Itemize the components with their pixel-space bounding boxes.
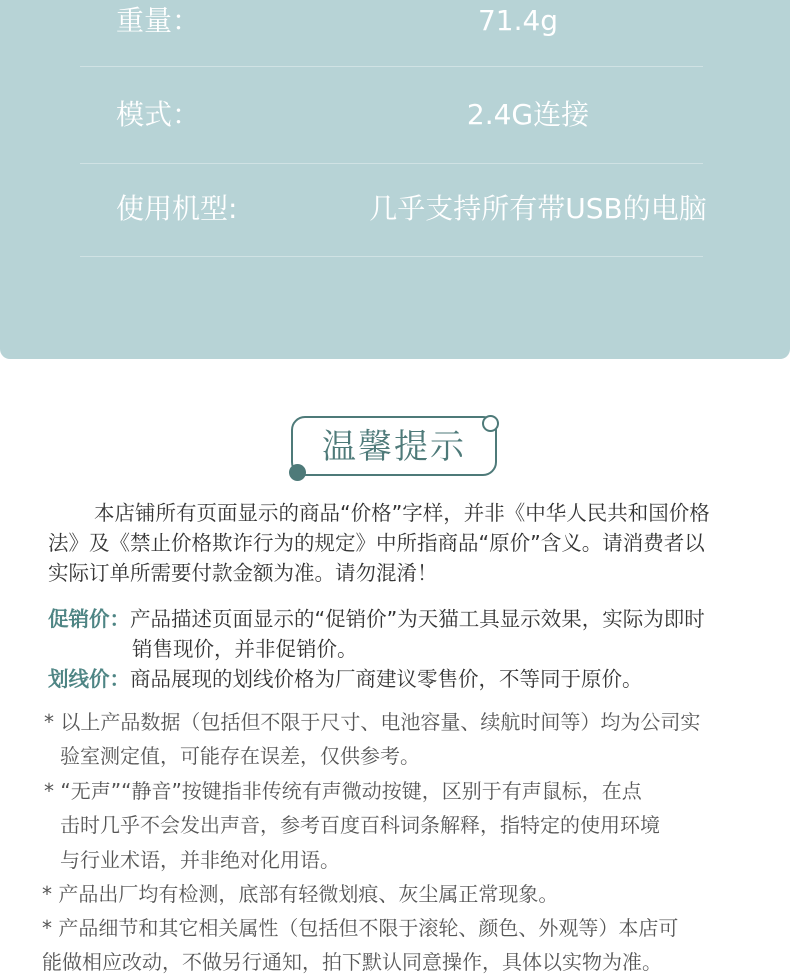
footnote-line: * “无声”“静音”按键指非传统有声微动按键，区别于有声鼠标，在点: [44, 779, 642, 803]
notice-badge: [291, 416, 497, 476]
badge-dot-decoration: [289, 464, 306, 481]
spec-divider: [80, 163, 703, 164]
spec-label-compatibility: 使用机型:: [116, 192, 238, 225]
spec-divider: [80, 256, 703, 257]
footnote-line: 与行业术语，并非绝对化用语。: [60, 848, 340, 872]
spec-label-weight: 重量：: [116, 4, 201, 37]
spec-value-mode: 2.4G连接: [466, 98, 590, 131]
footnote-line: * 产品出厂均有检测，底部有轻微划痕、灰尘属正常现象。: [42, 882, 559, 906]
footnote-line: 能做相应改动，不做另行通知，拍下默认同意操作，具体以实物为准。: [42, 950, 662, 974]
spec-value-compatibility: 几乎支持所有带USB的电脑: [369, 192, 707, 225]
footnote-line: 击时几乎不会发出声音，参考百度百科词条解释，指特定的使用环境: [60, 813, 660, 837]
strike-price-text: 商品展现的划线价格为厂商建议零售价，不等同于原价。: [130, 667, 643, 691]
promo-price-label: 促销价：: [48, 607, 130, 631]
notice-intro-line: 实际订单所需要付款金额为准。请勿混淆！: [48, 561, 438, 585]
spec-value-weight: 71.4g: [477, 4, 559, 37]
strike-price-label: 划线价：: [48, 667, 130, 691]
spec-panel: [0, 0, 790, 359]
spec-divider: [80, 66, 703, 67]
notice-intro: [48, 498, 753, 588]
promo-price-row: [48, 604, 705, 634]
notice-intro-line: 本店铺所有页面显示的商品“价格”字样，并非《中华人民共和国价格: [94, 501, 710, 525]
notice-title: 温馨提示: [322, 427, 466, 467]
strike-price-row: [48, 664, 643, 694]
notice-intro-line: 法》及《禁止价格欺诈行为的规定》中所指商品“原价”含义。请消费者以: [48, 531, 705, 555]
spec-label-mode: 模式：: [116, 98, 201, 131]
badge-ring-decoration: [482, 415, 499, 432]
footnote-line: 验室测定值，可能存在误差，仅供参考。: [60, 744, 420, 768]
promo-price-text: 产品描述页面显示的“促销价”为天猫工具显示效果，实际为即时: [130, 607, 705, 631]
promo-price-text-cont: 销售现价，并非促销价。: [132, 637, 358, 661]
footnote-line: * 产品细节和其它相关属性（包括但不限于滚轮、颜色、外观等）本店可: [42, 916, 679, 940]
footnote-line: * 以上产品数据（包括但不限于尺寸、电池容量、续航时间等）均为公司实: [44, 710, 701, 734]
